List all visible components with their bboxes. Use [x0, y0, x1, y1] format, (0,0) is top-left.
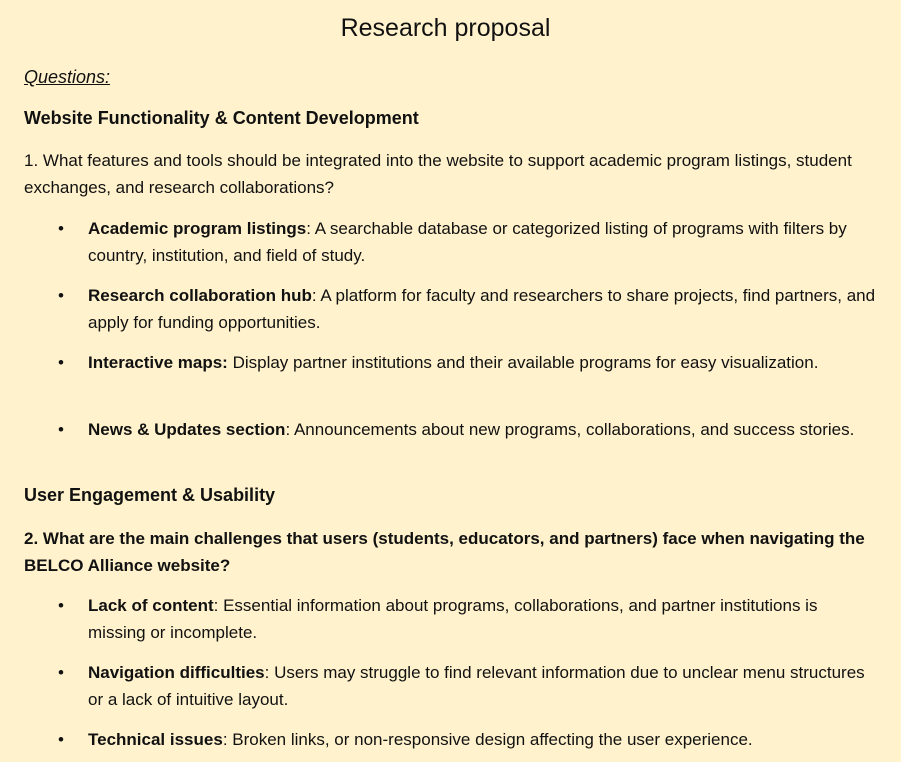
list-item-separator: : — [213, 596, 219, 615]
list-item-academic-program-listings — [56, 215, 876, 269]
bullet-icon: • — [58, 730, 64, 749]
list-item-term: Navigation difficulties — [88, 663, 265, 682]
list-item-news-updates-section — [56, 416, 876, 443]
list-item-body — [88, 349, 876, 376]
question-2: 2. What are the main challenges that users (students, educators, and partners) face when navigating the BELCO Alliance website? — [24, 529, 865, 575]
list-item-text: Display partner institutions and their available programs for easy visualization. — [227, 353, 819, 372]
list-item-text: A searchable database or categorized listing of programs with filters by country, institution, and field of study. — [88, 219, 847, 265]
list-item-navigation-difficulties — [56, 659, 876, 713]
list-item-lack-of-content — [56, 592, 876, 646]
list-item-body — [88, 416, 876, 443]
list-item-text: A platform for faculty and researchers to share projects, find partners, and apply for funding opportunities. — [88, 286, 876, 332]
bullet-icon: • — [58, 219, 64, 238]
list-item-term: News & Updates section — [88, 420, 286, 439]
list-item-body — [88, 659, 876, 713]
list-item-text: Users may struggle to find relevant information due to unclear menu structures or a lack of intuitive layout. — [88, 663, 865, 709]
questions-label: Questions: — [24, 67, 111, 87]
list-item-body — [88, 282, 876, 336]
list-item-separator: : — [264, 663, 270, 682]
document-title: Research proposal — [340, 14, 551, 42]
list-item-body — [88, 215, 876, 269]
bullet-icon: • — [58, 596, 64, 615]
list-item-body — [88, 726, 876, 753]
bullet-icon: • — [58, 286, 64, 305]
list-item-term: Academic program listings — [88, 219, 307, 238]
list-item-term: Lack of content — [88, 596, 214, 615]
section-heading-website-functionality: Website Functionality & Content Development — [24, 108, 419, 128]
list-item-term: Technical issues — [88, 730, 223, 749]
list-item-term: Interactive maps: — [88, 353, 228, 372]
list-item-separator: : — [285, 420, 291, 439]
list-item-separator: : — [222, 730, 228, 749]
list-item-text: Essential information about programs, collaborations, and partner institutions is missing or incomplete. — [88, 596, 818, 642]
list-item-text: Broken links, or non-responsive design affecting the user experience. — [227, 730, 753, 749]
list-item-separator: : — [311, 286, 317, 305]
question-1: 1. What features and tools should be integrated into the website to support academic program listings, student exchanges, and research collaborations? — [24, 151, 852, 197]
section-heading-user-engagement: User Engagement & Usability — [24, 485, 276, 505]
list-item-interactive-maps — [56, 349, 876, 376]
list-item-research-collaboration-hub — [56, 282, 876, 336]
bullet-icon: • — [58, 420, 64, 439]
list-item-term: Research collaboration hub — [88, 286, 312, 305]
list-item-text: Announcements about new programs, collaborations, and success stories. — [290, 420, 855, 439]
list-item-separator: : — [306, 219, 311, 238]
bullet-icon: • — [58, 663, 64, 682]
bullet-icon: • — [58, 353, 64, 372]
list-item-technical-issues — [56, 726, 876, 753]
list-item-body — [88, 592, 876, 646]
